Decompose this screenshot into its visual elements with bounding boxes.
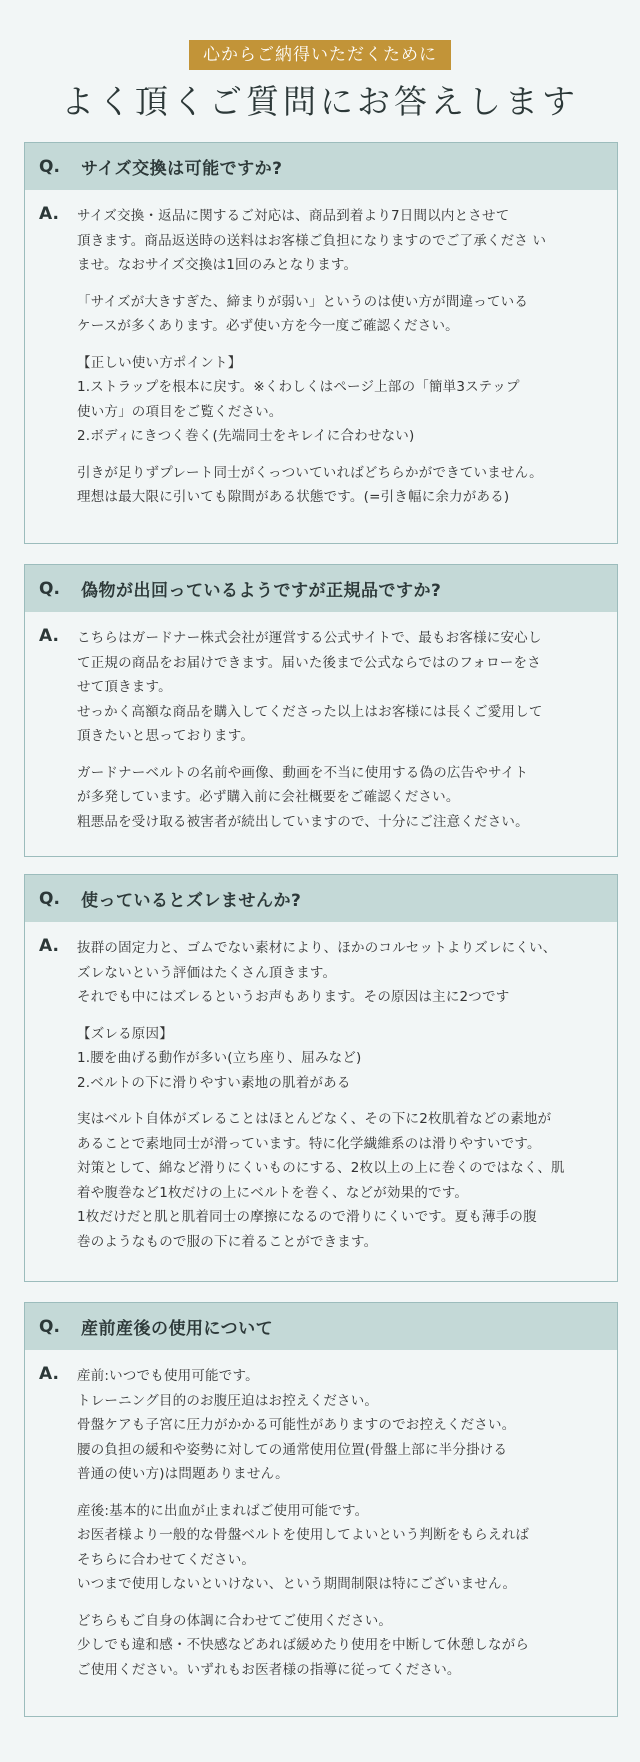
answer-line: せっかく高額な商品を購入してくださった以上はお客様には長くご愛用して [77, 703, 543, 720]
question-mark-label: Q. [39, 156, 60, 177]
answer-line: サイズ交換・返品に関するご対応は、商品到着より7日間以内とさせて [77, 208, 510, 224]
faq-item [24, 142, 618, 544]
answer-line: 1枚だけだと肌と肌着同士の摩擦になるので滑りにくいです。夏も薄手の腹 [77, 1209, 537, 1225]
answer-paragraph [77, 761, 599, 835]
question-bar [25, 143, 617, 190]
answer-line: 骨盤ケアも子宮に圧力がかかる可能性がありますのでお控えください。 [77, 1417, 516, 1433]
question-bar [25, 875, 617, 922]
answer-line: いつまで使用しないといけない、という期間制限は特にございません。 [77, 1576, 517, 1592]
answer-line: ませ。なおサイズ交換は1回のみとなります。 [77, 257, 358, 273]
answer-body [25, 1350, 617, 1682]
header-banner: 心からご納得いただくために [189, 40, 451, 70]
answer-paragraph [77, 204, 599, 278]
answer-body [25, 612, 617, 834]
question-text: サイズ交換は可能ですか? [81, 159, 283, 179]
answer-mark-label: A. [39, 626, 59, 646]
answer-body [25, 922, 617, 1254]
answer-line: こちらはガードナー株式会社が運営する公式サイトで、最もお客様に安心し [77, 630, 542, 646]
question-mark-label: Q. [39, 1316, 60, 1337]
answer-mark-label: A. [39, 936, 59, 956]
answer-line: 1.腰を曲げる動作が多い(立ち座り、屈みなど) [77, 1050, 362, 1066]
question-mark-label: Q. [39, 888, 60, 909]
answer-line: 使い方」の項目をご覧ください。 [77, 403, 283, 420]
answer-line: 産後:基本的に出血が止まればご使用可能です。 [77, 1502, 369, 1519]
faq-item [24, 874, 618, 1282]
page-header [0, 0, 640, 124]
question-mark-label: Q. [39, 578, 60, 599]
answer-line: 【ズレる原因】 [77, 1025, 173, 1042]
answer-line: 巻のようなもので服の下に着ることができます。 [77, 1233, 378, 1250]
answer-paragraph [77, 290, 599, 339]
answer-line: トレーニング目的のお腹圧迫はお控えください。 [77, 1392, 379, 1409]
question-bar [25, 1303, 617, 1350]
question-text: 偽物が出回っているようですが正規品ですか? [81, 581, 442, 601]
answer-line: お医者様より一般的な骨盤ベルトを使用してよいという判断をもらえれば [77, 1527, 530, 1543]
answer-line: 産前:いつでも使用可能です。 [77, 1368, 259, 1384]
answer-line: て正規の商品をお届けできます。届いた後まで公式ならではのフォローをさ [77, 654, 541, 671]
faq-item [24, 564, 618, 857]
answer-line: 腰の負担の緩和や姿勢に対しての通常使用位置(骨盤上部に半分掛ける [77, 1441, 508, 1458]
answer-line: 引きが足りずプレート同士がくっついていればどちらかができていません。 [77, 464, 543, 481]
answer-line: 2.ボディにきつく巻く(先端同士をキレイに合わせない) [77, 428, 415, 444]
answer-line: 対策として、綿など滑りにくいものにする、2枚以上の上に巻くのではなく、肌 [77, 1160, 565, 1176]
faq-item [24, 1302, 618, 1717]
answer-line: 着や腹巻など1枚だけの上にベルトを巻く、などが効果的です。 [77, 1184, 469, 1201]
answer-line: どちらもご自身の体調に合わせてご使用ください。 [77, 1612, 393, 1629]
answer-line: が多発しています。必ず購入前に会社概要をご確認ください。 [77, 789, 460, 805]
answer-paragraph [77, 1609, 599, 1683]
answer-line: 【正しい使い方ポイント】 [77, 354, 242, 371]
answer-paragraph [77, 936, 599, 1010]
answer-line: せて頂きます。 [77, 679, 172, 695]
answer-line: ご使用ください。いずれもお医者様の指導に従ってください。 [77, 1661, 461, 1678]
answer-line: 2.ベルトの下に滑りやすい素地の肌着がある [77, 1074, 351, 1091]
answer-body [25, 190, 617, 510]
answer-line: ガードナーベルトの名前や画像、動画を不当に使用する偽の広告やサイト [77, 764, 529, 781]
answer-paragraph [77, 351, 599, 449]
answer-line: 抜群の固定力と、ゴムでない素材により、ほかのコルセットよりズレにくい、 [77, 940, 557, 956]
answer-paragraph [77, 1107, 599, 1254]
question-bar [25, 565, 617, 612]
answer-mark-label: A. [39, 204, 59, 224]
answer-line: 実はベルト自体がズレることはほとんどなく、その下に2枚肌着などの素地が [77, 1111, 552, 1127]
answer-line: 1.ストラップを根本に戻す。※くわしくはページ上部の「簡単3ステップ [77, 379, 520, 395]
page-title: よく頂くご質問にお答えします [61, 82, 579, 121]
answer-line: 普通の使い方)は問題ありません。 [77, 1466, 289, 1482]
answer-line: それでも中にはズレるというお声もあります。その原因は主に2つです [77, 989, 510, 1005]
question-text: 産前産後の使用について [81, 1319, 274, 1339]
answer-paragraph [77, 1364, 599, 1487]
answer-paragraph [77, 1022, 599, 1096]
answer-paragraph [77, 461, 599, 510]
answer-paragraph [77, 626, 599, 749]
question-text: 使っているとズレませんか? [81, 891, 302, 911]
answer-line: ズレないという評価はたくさん頂きます。 [77, 964, 337, 981]
answer-line: あることで素地同士が滑っています。特に化学繊維系のは滑りやすいです。 [77, 1135, 541, 1152]
answer-line: 少しでも違和感・不快感などあれば緩めたり使用を中断して休憩しながら [77, 1637, 530, 1653]
answer-line: 「サイズが大きすぎた、締まりが弱い」というのは使い方が間違っている [77, 293, 529, 310]
answer-line: 頂きたいと思っております。 [77, 728, 255, 744]
answer-line: そちらに合わせてください。 [77, 1551, 256, 1568]
answer-line: 粗悪品を受け取る被害者が続出していますので、十分にご注意ください。 [77, 813, 529, 830]
answer-line: 頂きます。商品返送時の送料はお客様ご負担になりますのでご了承くださ い [77, 232, 547, 249]
answer-line: ケースが多くあります。必ず使い方を今一度ご確認ください。 [77, 318, 459, 334]
answer-mark-label: A. [39, 1364, 59, 1384]
answer-paragraph [77, 1499, 599, 1597]
answer-line: 理想は最大限に引いても隙間がある状態です。(=引き幅に余力がある) [77, 489, 510, 505]
